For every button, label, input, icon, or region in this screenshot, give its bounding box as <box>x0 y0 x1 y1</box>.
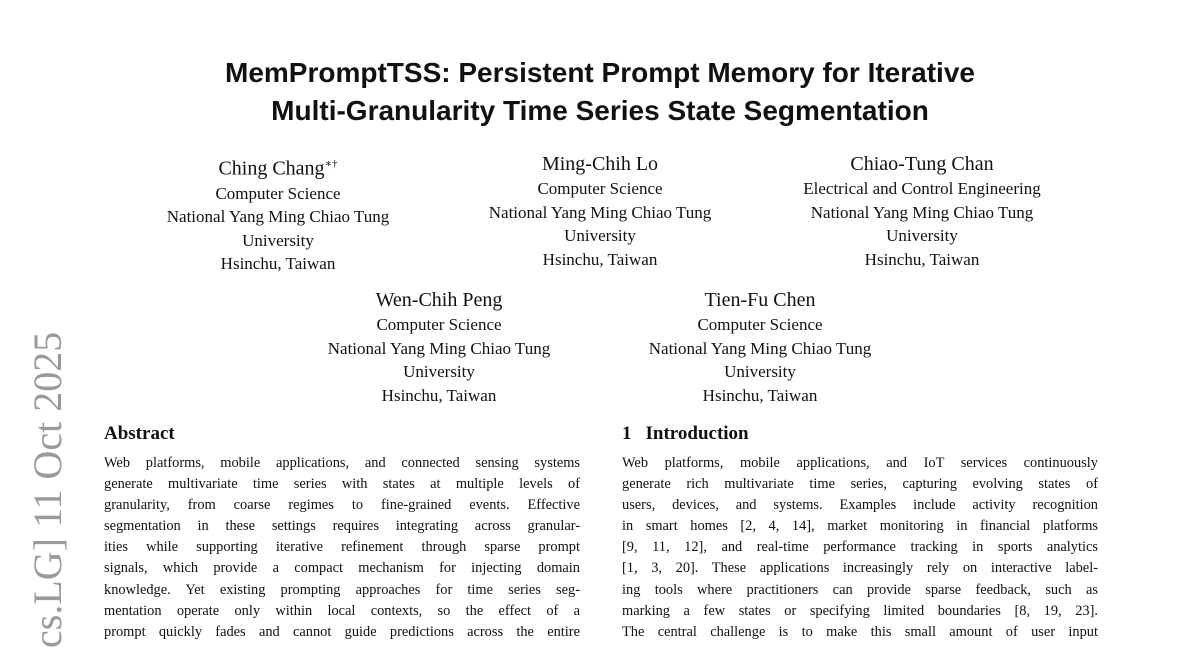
author-block <box>440 151 760 271</box>
author-name: Ching Chang∗† <box>218 157 338 180</box>
intro-line: ing tools where practitioners can provide sparse feedback, such as <box>622 581 1098 598</box>
intro-line: in smart homes [2, 4, 14], market monitoring in financial platforms <box>622 518 1098 535</box>
author-block <box>279 287 599 407</box>
arxiv-side-stamp: cs.LG] 11 Oct 2025 <box>25 331 70 648</box>
section-title: Introduction <box>645 423 749 444</box>
author-name: Tien-Fu Chen <box>704 289 816 311</box>
author-institution: National Yang Ming Chiao Tung <box>327 338 551 358</box>
introduction-heading <box>622 422 1098 446</box>
intro-line: [9, 11, 12], and real-time performance tracking in sports analytics <box>622 539 1098 556</box>
abstract-line: knowledge. Yet existing prompting approaches for time series seg- <box>104 581 580 598</box>
intro-line: [1, 3, 20]. These applications increasingly rely on interactive label- <box>622 560 1098 577</box>
abstract-heading: Abstract <box>104 423 175 444</box>
abstract-line: Web platforms, mobile applications, and connected sensing systems <box>104 455 580 471</box>
abstract-line: signals, which provide a compact mechanism for injecting domain <box>104 560 580 577</box>
author-institution: National Yang Ming Chiao Tung <box>810 202 1034 222</box>
author-location: Hsinchu, Taiwan <box>381 385 497 405</box>
author-location: Hsinchu, Taiwan <box>864 249 980 269</box>
author-department: Computer Science <box>215 183 341 203</box>
abstract-line: mentation operate only within local contexts, so the effect of a <box>104 602 580 619</box>
abstract-section <box>104 422 580 643</box>
author-block <box>600 287 920 407</box>
author-department: Computer Science <box>537 179 663 198</box>
author-block <box>118 151 438 276</box>
author-name: Ming-Chih Lo <box>541 153 659 175</box>
author-institution: National Yang Ming Chiao Tung <box>488 202 712 222</box>
abstract-line: generate multivariate time series with states at multiple levels of <box>104 476 580 493</box>
abstract-line: granularity, from coarse regimes to fine-grained events. Effective <box>104 497 580 514</box>
intro-line: Web platforms, mobile applications, and IoT services continuously <box>622 455 1098 471</box>
paper-title <box>0 54 1200 130</box>
introduction-body <box>622 453 1098 643</box>
author-location: Hsinchu, Taiwan <box>542 249 658 269</box>
intro-line: generate rich multivariate time series, capturing evolving states of <box>622 476 1098 493</box>
abstract-body <box>104 453 580 643</box>
author-institution-cont: University <box>724 362 796 381</box>
abstract-line: prompt quickly fades and cannot guide predictions across the entire <box>104 623 580 640</box>
author-institution: National Yang Ming Chiao Tung <box>648 338 872 358</box>
author-department: Electrical and Control Engineering <box>803 179 1041 198</box>
intro-line: users, devices, and systems. Examples include activity recognition <box>622 497 1098 514</box>
section-number: 1 <box>622 423 632 444</box>
abstract-line: segmentation in these settings requires integrating across granular- <box>104 518 580 535</box>
author-department: Computer Science <box>697 315 823 334</box>
author-institution: National Yang Ming Chiao Tung <box>166 207 390 227</box>
author-institution-cont: University <box>242 230 314 250</box>
author-block <box>762 151 1082 271</box>
intro-line: marking a few states or specifying limited boundaries [8, 19, 23]. <box>622 602 1098 619</box>
author-location: Hsinchu, Taiwan <box>702 385 818 405</box>
title-line-2: Multi-Granularity Time Series State Segmentation <box>271 95 929 126</box>
author-institution-cont: University <box>886 226 958 245</box>
author-institution-cont: University <box>403 362 475 381</box>
author-footnote-marks: ∗† <box>324 158 338 170</box>
author-department: Computer Science <box>376 315 502 334</box>
intro-line: The central challenge is to make this small amount of user input <box>622 623 1098 640</box>
abstract-line: ities while supporting iterative refinement through sparse prompt <box>104 539 580 556</box>
author-location: Hsinchu, Taiwan <box>220 254 336 274</box>
author-institution-cont: University <box>564 226 636 245</box>
title-line-1: MemPromptTSS: Persistent Prompt Memory for Iterative <box>225 57 975 88</box>
introduction-section <box>622 422 1098 643</box>
author-name: Chiao-Tung Chan <box>850 153 994 175</box>
author-name: Wen-Chih Peng <box>375 289 503 311</box>
